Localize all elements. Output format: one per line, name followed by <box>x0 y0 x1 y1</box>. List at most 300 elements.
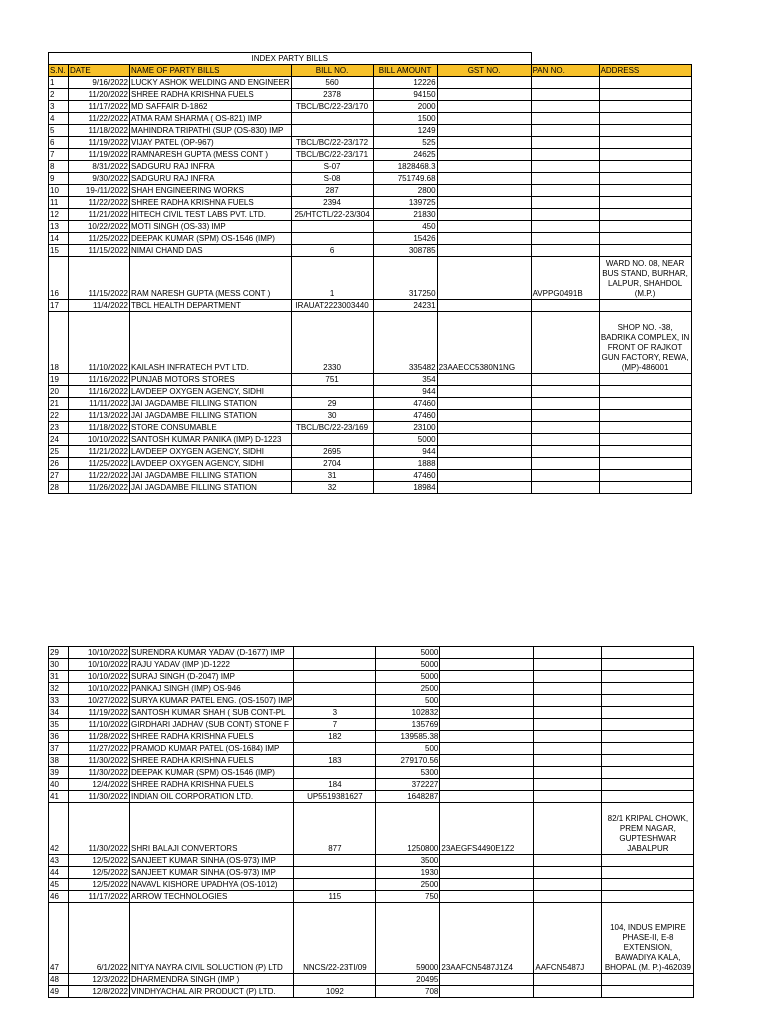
date-cell: 12/8/2022 <box>69 986 130 998</box>
date-cell: 11/21/2022 <box>69 209 130 221</box>
bill-no-cell <box>294 671 376 683</box>
pan-no-cell: AVPPG0491B <box>531 257 599 300</box>
bill-amount-cell: 500 <box>376 695 440 707</box>
party-name-cell: LUCKY ASHOK WELDING AND ENGINEER <box>131 78 290 87</box>
table-row <box>49 89 692 101</box>
bill-no-cell <box>294 743 376 755</box>
bill-amount-cell: 24231 <box>373 300 437 312</box>
date-cell: 11/10/2022 <box>69 719 130 731</box>
gst-no-cell: 23AEGFS4490E1Z2 <box>440 803 534 855</box>
bill-amount-cell: 944 <box>373 386 437 398</box>
sn-cell: 46 <box>49 891 69 903</box>
bill-amount-cell: 139585.38 <box>376 731 440 743</box>
gst-no-cell <box>440 986 534 998</box>
header-name: NAME OF PARTY BILLS <box>130 65 292 77</box>
bill-no-cell: 184 <box>294 779 376 791</box>
date-cell: 11/21/2022 <box>69 446 130 458</box>
table-row <box>49 855 694 867</box>
date-cell: 11/22/2022 <box>69 470 130 482</box>
bill-amount-cell: 5000 <box>376 647 440 659</box>
gst-no-cell <box>437 221 531 233</box>
bill-amount-cell: 5000 <box>376 671 440 683</box>
gst-no-cell <box>437 422 531 434</box>
date-cell: 12/5/2022 <box>69 867 130 879</box>
table-row <box>49 683 694 695</box>
header-sn: S.N. <box>49 65 69 77</box>
bill-no-cell <box>294 867 376 879</box>
bill-no-cell: TBCL/BC/22-23/172 <box>291 137 373 149</box>
table-row <box>49 482 692 494</box>
party-bills-table-1 <box>48 52 692 494</box>
pan-no-cell <box>534 767 602 779</box>
sn-cell: 1 <box>49 77 69 89</box>
bill-amount-cell: 1930 <box>376 867 440 879</box>
bill-amount-cell: 308785 <box>373 245 437 257</box>
bill-no-cell <box>291 233 373 245</box>
bill-no-cell <box>291 434 373 446</box>
address-cell <box>599 470 691 482</box>
address-cell <box>599 446 691 458</box>
pan-no-cell <box>534 743 602 755</box>
address-cell <box>602 891 694 903</box>
bill-no-cell: 877 <box>294 803 376 855</box>
party-name-cell: JAI JAGDAMBE FILLING STATION <box>130 470 292 482</box>
pan-no-cell <box>531 77 599 89</box>
table-row <box>49 671 694 683</box>
party-name-cell: PRAMOD KUMAR PATEL (OS-1684) IMP <box>130 743 294 755</box>
sn-cell: 45 <box>49 879 69 891</box>
table-row <box>49 137 692 149</box>
bill-no-cell: 6 <box>291 245 373 257</box>
date-cell: 10/10/2022 <box>69 683 130 695</box>
bill-amount-cell: 450 <box>373 221 437 233</box>
bill-amount-cell: 102832 <box>376 707 440 719</box>
pan-no-cell <box>531 410 599 422</box>
gst-no-cell <box>437 410 531 422</box>
bill-amount-cell: 12226 <box>373 77 437 89</box>
date-cell: 11/19/2022 <box>69 137 130 149</box>
sn-cell: 25 <box>49 446 69 458</box>
gst-no-cell <box>437 233 531 245</box>
gst-no-cell <box>437 398 531 410</box>
sn-cell: 47 <box>49 903 69 974</box>
bill-no-cell: TBCL/BC/22-23/171 <box>291 149 373 161</box>
gst-no-cell <box>440 743 534 755</box>
bill-no-cell <box>294 659 376 671</box>
sn-cell: 19 <box>49 374 69 386</box>
sn-cell: 26 <box>49 458 69 470</box>
gst-no-cell <box>437 470 531 482</box>
bill-amount-cell: 2500 <box>376 879 440 891</box>
party-name-cell: SANTOSH KUMAR PANIKA (IMP) D-1223 <box>130 434 292 446</box>
sn-cell: 34 <box>49 707 69 719</box>
address-cell <box>602 779 694 791</box>
table-row <box>49 257 692 300</box>
party-name-cell: STORE CONSUMABLE <box>130 422 292 434</box>
bill-no-cell: 183 <box>294 755 376 767</box>
date-cell: 10/10/2022 <box>69 647 130 659</box>
address-cell <box>599 482 691 494</box>
pan-no-cell <box>531 245 599 257</box>
sn-cell: 22 <box>49 410 69 422</box>
party-name-cell: PUNJAB MOTORS STORES <box>130 374 292 386</box>
pan-no-cell <box>531 470 599 482</box>
party-name-cell: LAVDEEP OXYGEN AGENCY, SIDHI <box>130 458 292 470</box>
pan-no-cell <box>531 482 599 494</box>
gst-no-cell <box>437 149 531 161</box>
date-cell: 11/18/2022 <box>69 125 130 137</box>
pan-no-cell <box>531 173 599 185</box>
address-cell <box>599 300 691 312</box>
bill-amount-cell: 23100 <box>373 422 437 434</box>
gst-no-cell <box>437 257 531 300</box>
sn-cell: 44 <box>49 867 69 879</box>
bill-amount-cell: 18984 <box>373 482 437 494</box>
date-cell: 10/10/2022 <box>69 659 130 671</box>
address-cell <box>602 719 694 731</box>
bill-no-cell <box>294 855 376 867</box>
sn-cell: 4 <box>49 113 69 125</box>
sn-cell: 49 <box>49 986 69 998</box>
gst-no-cell <box>437 245 531 257</box>
header-bill-no: BILL NO. <box>291 65 373 77</box>
bill-amount-cell: 2800 <box>373 185 437 197</box>
party-name-cell: SANJEET KUMAR SINHA (OS-973) IMP <box>130 867 294 879</box>
bill-amount-cell: 5000 <box>373 434 437 446</box>
date-cell: 12/3/2022 <box>69 974 130 986</box>
sn-cell: 28 <box>49 482 69 494</box>
sn-cell: 7 <box>49 149 69 161</box>
date-cell: 11/30/2022 <box>69 755 130 767</box>
bill-amount-cell: 2500 <box>376 683 440 695</box>
sn-cell: 10 <box>49 185 69 197</box>
table-row <box>49 867 694 879</box>
bill-amount-cell: 24625 <box>373 149 437 161</box>
address-cell <box>602 683 694 695</box>
address-cell <box>599 101 691 113</box>
bill-no-cell <box>294 879 376 891</box>
table-row <box>49 161 692 173</box>
sn-cell: 11 <box>49 197 69 209</box>
bill-no-cell: 182 <box>294 731 376 743</box>
address-cell <box>602 791 694 803</box>
pan-no-cell <box>534 707 602 719</box>
bill-no-cell: 115 <box>294 891 376 903</box>
party-name-cell: RAJU YADAV (IMP )D-1222 <box>130 659 294 671</box>
pan-no-cell <box>534 855 602 867</box>
table-row <box>49 891 694 903</box>
table-row <box>49 113 692 125</box>
bill-no-cell <box>291 113 373 125</box>
table-row <box>49 470 692 482</box>
sn-cell: 9 <box>49 173 69 185</box>
bill-no-cell: 1 <box>291 257 373 300</box>
bill-amount-cell: 59000 <box>376 903 440 974</box>
bill-no-cell: 2394 <box>291 197 373 209</box>
address-cell <box>602 855 694 867</box>
party-name-cell: GIRDHARI JADHAV (SUB CONT) STONE F <box>130 719 294 731</box>
gst-no-cell <box>440 719 534 731</box>
date-cell: 10/27/2022 <box>69 695 130 707</box>
table-row <box>49 398 692 410</box>
party-name-cell: MOTI SINGH (OS-33) IMP <box>130 221 292 233</box>
gst-no-cell <box>440 779 534 791</box>
address-cell: 104, INDUS EMPIRE PHASE-II, E-8 EXTENSION, BAWADIYA KALA, BHOPAL (M. P.)-462039 <box>602 903 694 974</box>
pan-no-cell <box>534 879 602 891</box>
party-name-cell: SURAJ SINGH (D-2047) IMP <box>130 671 294 683</box>
table-row <box>49 731 694 743</box>
address-cell <box>599 233 691 245</box>
pan-no-cell <box>531 137 599 149</box>
address-cell <box>599 173 691 185</box>
bill-amount-cell: 2000 <box>373 101 437 113</box>
address-cell <box>602 879 694 891</box>
party-name-cell: SHREE RADHA KRISHNA FUELS <box>130 89 292 101</box>
date-cell: 11/20/2022 <box>69 89 130 101</box>
bill-no-cell: 31 <box>291 470 373 482</box>
address-cell <box>599 185 691 197</box>
bill-amount-cell: 335482 <box>373 312 437 374</box>
bill-no-cell: 30 <box>291 410 373 422</box>
bill-amount-cell: 354 <box>373 374 437 386</box>
pan-no-cell <box>531 233 599 245</box>
gst-no-cell <box>440 855 534 867</box>
table-row <box>49 101 692 113</box>
table-row <box>49 173 692 185</box>
sn-cell: 42 <box>49 803 69 855</box>
sn-cell: 6 <box>49 137 69 149</box>
gst-no-cell <box>440 867 534 879</box>
date-cell: 11/22/2022 <box>69 197 130 209</box>
bill-amount-cell: 1250800 <box>376 803 440 855</box>
party-name-cell: NAVAVL KISHORE UPADHYA (OS-1012) <box>130 879 294 891</box>
pan-no-cell <box>534 974 602 986</box>
bill-no-cell <box>294 647 376 659</box>
bill-no-cell <box>294 683 376 695</box>
date-cell: 10/10/2022 <box>69 671 130 683</box>
table-row <box>49 209 692 221</box>
gst-no-cell <box>437 185 531 197</box>
address-cell <box>602 731 694 743</box>
bill-amount-cell: 1648287 <box>376 791 440 803</box>
party-name-cell: ATMA RAM SHARMA ( OS-821) IMP <box>130 113 292 125</box>
date-cell: 10/10/2022 <box>69 434 130 446</box>
sn-cell: 15 <box>49 245 69 257</box>
date-cell: 8/31/2022 <box>69 161 130 173</box>
pan-no-cell <box>531 386 599 398</box>
table-row <box>49 374 692 386</box>
date-cell: 11/28/2022 <box>69 731 130 743</box>
table-row <box>49 791 694 803</box>
pan-no-cell <box>531 458 599 470</box>
sn-cell: 39 <box>49 767 69 779</box>
gst-no-cell <box>440 974 534 986</box>
gst-no-cell <box>440 731 534 743</box>
bill-no-cell: 32 <box>291 482 373 494</box>
header-address: ADDRESS <box>599 65 691 77</box>
date-cell: 9/30/2022 <box>69 173 130 185</box>
pan-no-cell <box>534 867 602 879</box>
table-row <box>49 221 692 233</box>
table-row <box>49 803 694 855</box>
address-cell <box>599 374 691 386</box>
bill-amount-cell: 47460 <box>373 470 437 482</box>
date-cell: 12/5/2022 <box>69 855 130 867</box>
address-cell <box>602 974 694 986</box>
gst-no-cell <box>437 125 531 137</box>
table-row <box>49 125 692 137</box>
header-bill-amount: BILL AMOUNT <box>373 65 437 77</box>
address-cell <box>599 209 691 221</box>
bill-amount-cell: 525 <box>373 137 437 149</box>
table-row <box>49 245 692 257</box>
date-cell: 19-/11/2022 <box>69 185 130 197</box>
pan-no-cell <box>534 803 602 855</box>
bill-no-cell: 2378 <box>291 89 373 101</box>
table-row <box>49 879 694 891</box>
sn-cell: 23 <box>49 422 69 434</box>
table-row <box>49 719 694 731</box>
party-name-cell: SANTOSH KUMAR SHAH ( SUB CONT-PL <box>130 707 294 719</box>
address-cell <box>599 410 691 422</box>
table-row <box>49 149 692 161</box>
party-name-cell: LAVDEEP OXYGEN AGENCY, SIDHI <box>130 386 292 398</box>
address-cell <box>602 671 694 683</box>
party-name-cell: SHREE RADHA KRISHNA FUELS <box>130 197 292 209</box>
gst-no-cell <box>437 446 531 458</box>
pan-no-cell <box>534 659 602 671</box>
sn-cell: 21 <box>49 398 69 410</box>
table-row <box>49 410 692 422</box>
bill-no-cell <box>294 695 376 707</box>
title-row <box>49 53 692 65</box>
bill-no-cell: S-07 <box>291 161 373 173</box>
party-name-cell: SHREE RADHA KRISHNA FUELS <box>130 731 294 743</box>
table-row <box>49 695 694 707</box>
address-cell: 82/1 KRIPAL CHOWK, PREM NAGAR, GUPTESHWAR JABALPUR <box>602 803 694 855</box>
table-row <box>49 659 694 671</box>
pan-no-cell <box>531 101 599 113</box>
bill-no-cell <box>291 221 373 233</box>
table-row <box>49 743 694 755</box>
date-cell: 11/15/2022 <box>69 245 130 257</box>
gst-no-cell <box>440 891 534 903</box>
gst-no-cell <box>440 695 534 707</box>
date-cell: 11/25/2022 <box>69 458 130 470</box>
date-cell: 11/15/2022 <box>69 257 130 300</box>
header-pan-no: PAN NO. <box>531 65 599 77</box>
bill-no-cell: S-08 <box>291 173 373 185</box>
pan-no-cell <box>531 398 599 410</box>
sn-cell: 48 <box>49 974 69 986</box>
pan-no-cell <box>531 185 599 197</box>
address-cell <box>599 458 691 470</box>
bill-amount-cell: 1249 <box>373 125 437 137</box>
address-cell <box>602 695 694 707</box>
pan-no-cell <box>534 719 602 731</box>
gst-no-cell: 23AAECC5380N1NG <box>437 312 531 374</box>
pan-no-cell <box>531 446 599 458</box>
bill-amount-cell: 1500 <box>373 113 437 125</box>
pan-no-cell <box>534 791 602 803</box>
sheet-title: INDEX PARTY BILLS <box>49 53 532 65</box>
date-cell: 11/19/2022 <box>69 149 130 161</box>
bill-no-cell: TBCL/BC/22-23/170 <box>291 101 373 113</box>
date-cell: 11/13/2022 <box>69 410 130 422</box>
bill-amount-cell: 47460 <box>373 398 437 410</box>
pan-no-cell <box>531 221 599 233</box>
bill-amount-cell: 94150 <box>373 89 437 101</box>
sn-cell: 33 <box>49 695 69 707</box>
date-cell: 11/16/2022 <box>69 374 130 386</box>
bill-amount-cell: 21830 <box>373 209 437 221</box>
gst-no-cell <box>437 300 531 312</box>
sn-cell: 17 <box>49 300 69 312</box>
party-name-cell: JAI JAGDAMBE FILLING STATION <box>130 410 292 422</box>
table-row <box>49 422 692 434</box>
pan-no-cell <box>534 671 602 683</box>
sn-cell: 27 <box>49 470 69 482</box>
table-row <box>49 903 694 974</box>
gst-no-cell <box>440 767 534 779</box>
party-name-cell: RAM NARESH GUPTA (MESS CONT ) <box>130 257 292 300</box>
address-cell <box>599 137 691 149</box>
pan-no-cell <box>531 113 599 125</box>
party-name-cell: NITYA NAYRA CIVIL SOLUCTION (P) LTD <box>130 903 294 974</box>
pan-no-cell <box>534 695 602 707</box>
party-name-cell: SURENDRA KUMAR YADAV (D-1677) IMP <box>130 647 294 659</box>
address-cell <box>599 386 691 398</box>
date-cell: 11/25/2022 <box>69 233 130 245</box>
sn-cell: 24 <box>49 434 69 446</box>
table-row <box>49 434 692 446</box>
party-bills-table-2 <box>48 646 694 998</box>
bill-amount-cell: 751749.68 <box>373 173 437 185</box>
address-cell <box>599 221 691 233</box>
date-cell: 11/17/2022 <box>69 891 130 903</box>
pan-no-cell <box>534 779 602 791</box>
bill-amount-cell: 15426 <box>373 233 437 245</box>
gst-no-cell <box>437 173 531 185</box>
sn-cell: 13 <box>49 221 69 233</box>
gst-no-cell <box>437 113 531 125</box>
bill-no-cell: TBCL/BC/22-23/169 <box>291 422 373 434</box>
table-row <box>49 755 694 767</box>
address-cell: WARD NO. 08, NEAR BUS STAND, BURHAR, LALPUR, SHAHDOL (M.P.) <box>599 257 691 300</box>
bill-no-cell: 2330 <box>291 312 373 374</box>
table-row <box>49 707 694 719</box>
pan-no-cell <box>534 683 602 695</box>
sn-cell: 31 <box>49 671 69 683</box>
date-cell: 11/16/2022 <box>69 386 130 398</box>
bill-no-cell: 1092 <box>294 986 376 998</box>
bill-no-cell: 2704 <box>291 458 373 470</box>
sn-cell: 43 <box>49 855 69 867</box>
date-cell: 12/4/2022 <box>69 779 130 791</box>
table-row <box>49 974 694 986</box>
gst-no-cell <box>437 161 531 173</box>
party-name-cell: PANKAJ SINGH (IMP) OS-946 <box>130 683 294 695</box>
pan-no-cell <box>534 986 602 998</box>
party-name-cell: VINDHYACHAL AIR PRODUCT (P) LTD. <box>130 986 294 998</box>
date-cell: 9/16/2022 <box>69 77 130 89</box>
date-cell: 10/22/2022 <box>69 221 130 233</box>
gst-no-cell <box>437 434 531 446</box>
address-cell <box>599 245 691 257</box>
bill-no-cell <box>291 125 373 137</box>
party-name-cell: MAHINDRA TRIPATHI (SUP (OS-830) IMP <box>130 125 292 137</box>
pan-no-cell <box>531 434 599 446</box>
